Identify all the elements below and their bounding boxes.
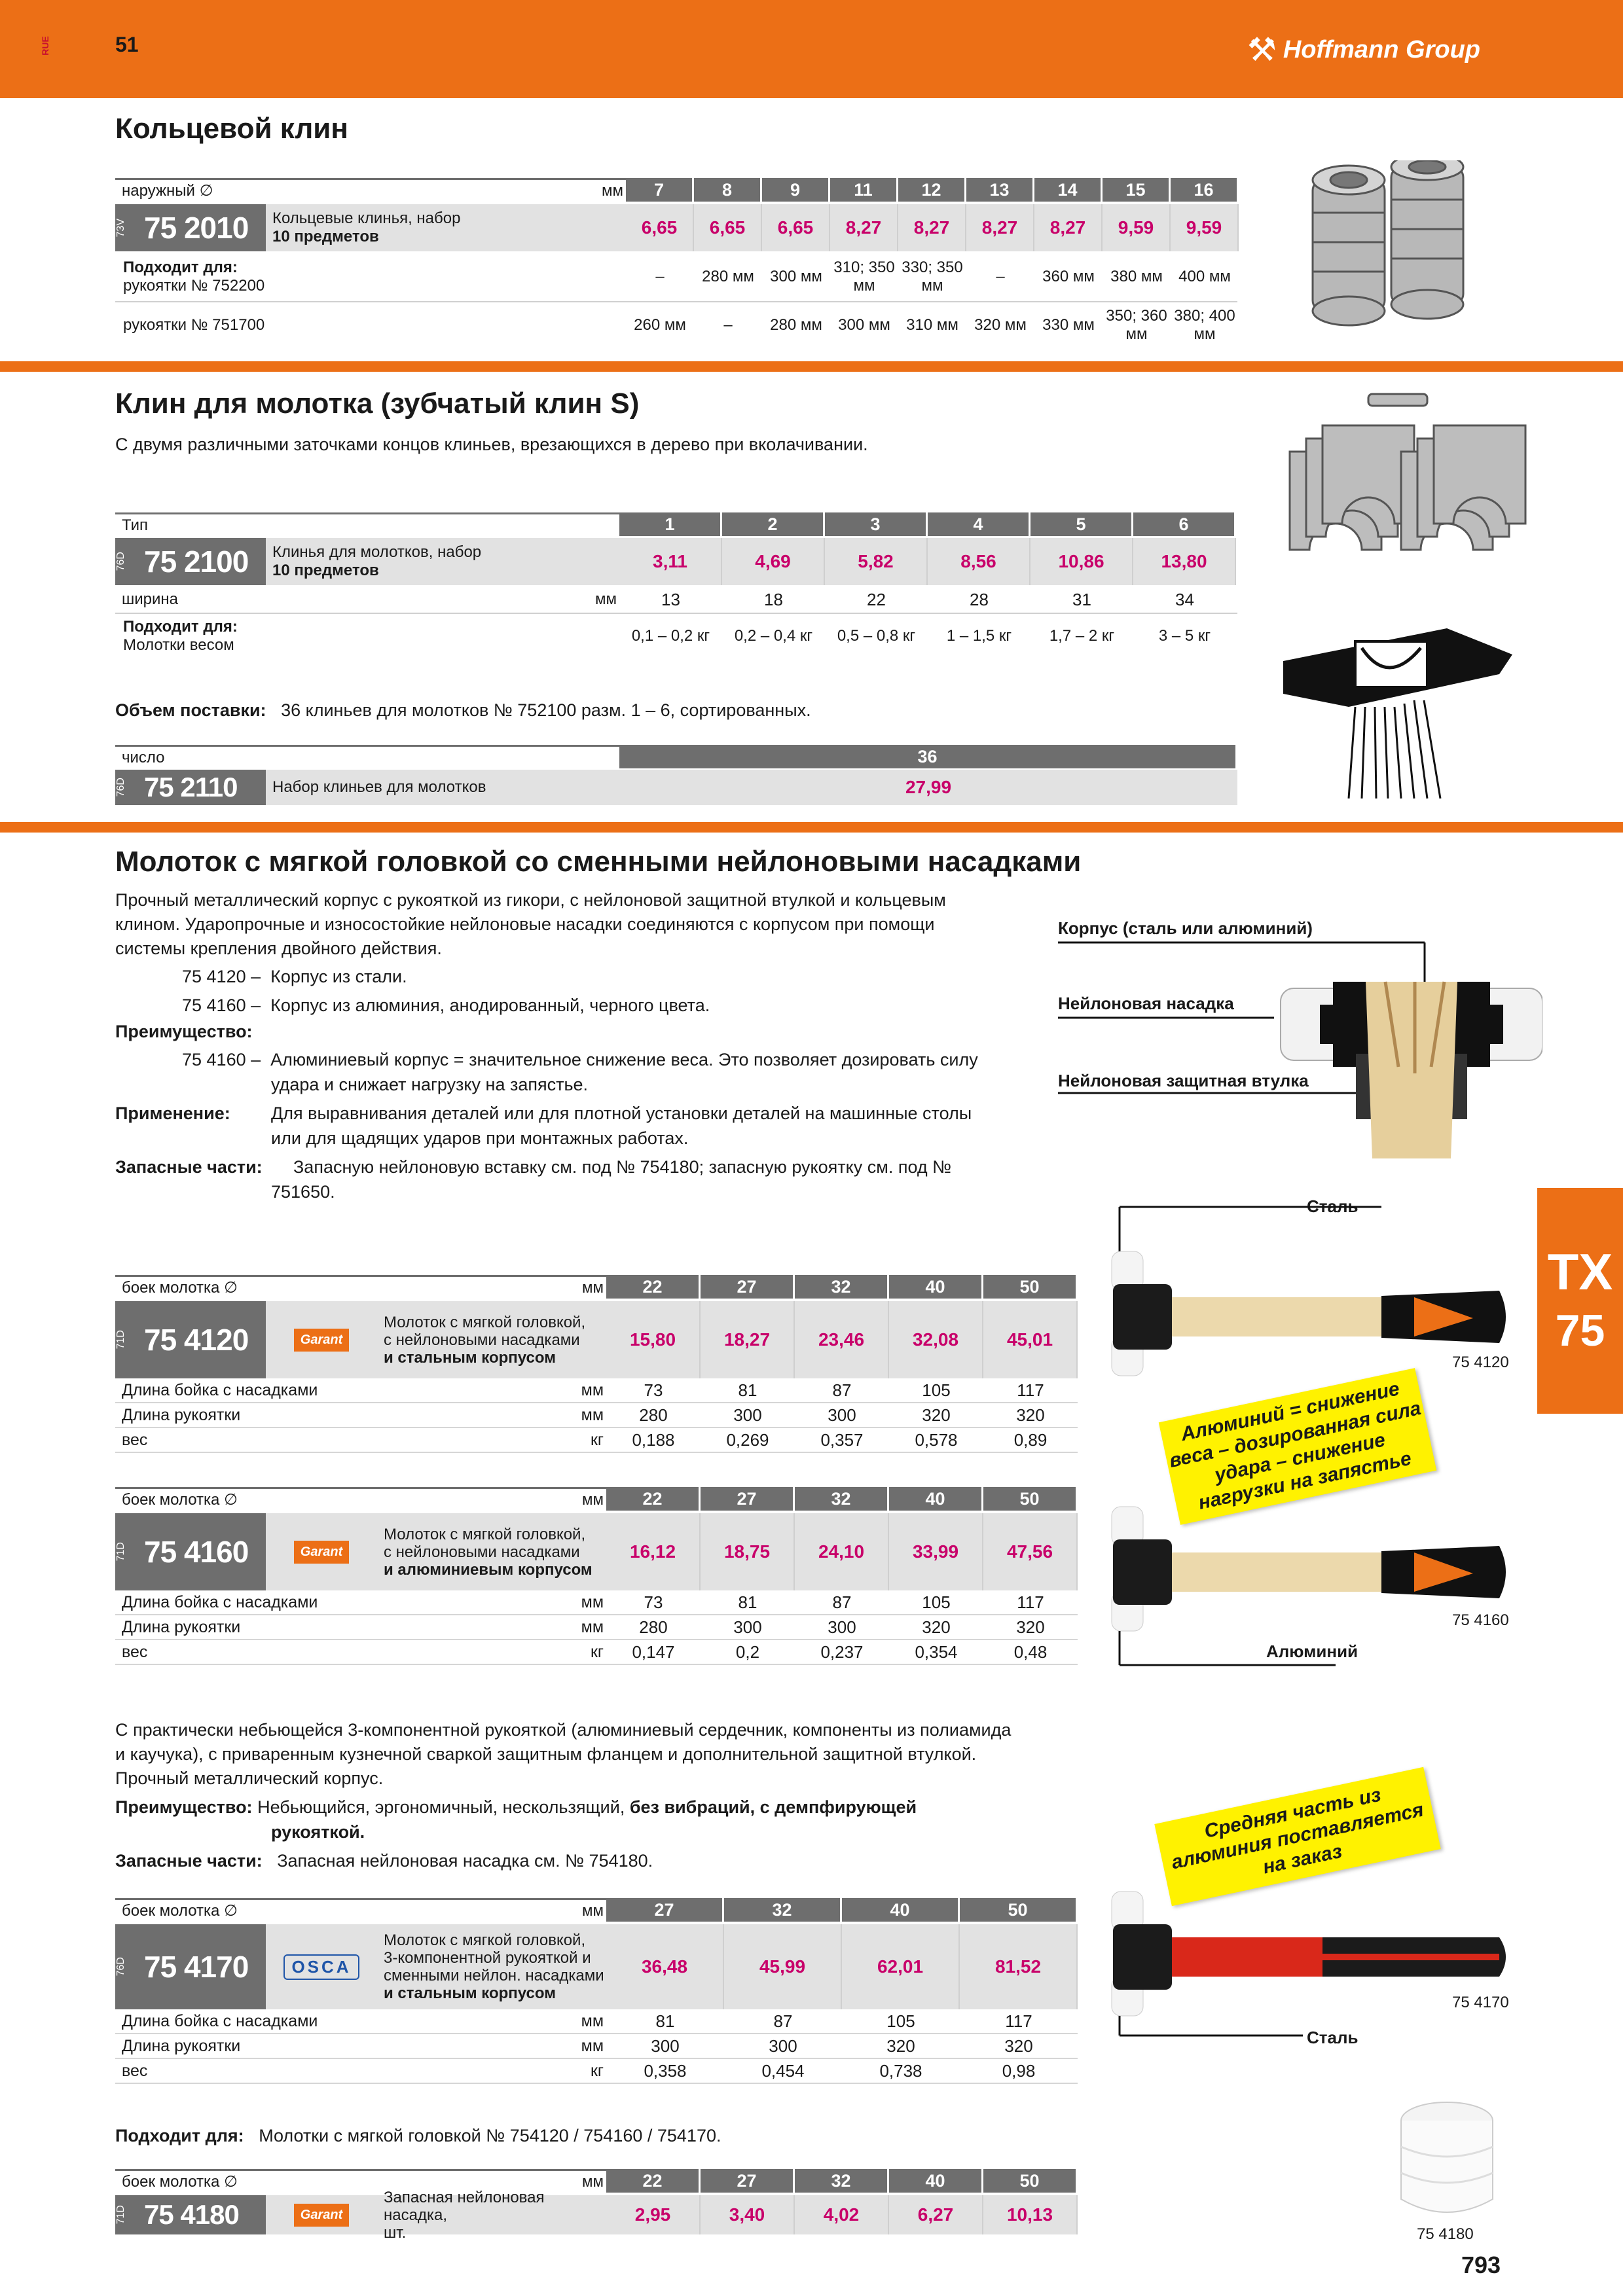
- brand-badge: Garant: [294, 1329, 349, 1352]
- variant-line: 75 4120 – Корпус из стали.: [182, 967, 407, 986]
- column-header: 14: [1034, 178, 1103, 202]
- spec-row: [115, 1615, 1078, 1640]
- spec-row: [115, 1403, 1078, 1428]
- spec-cell: 117: [1017, 1380, 1044, 1400]
- column-header: 13: [966, 178, 1034, 202]
- language-code: RUE: [40, 36, 50, 56]
- fit-cell: 310; 350 мм: [833, 259, 895, 295]
- width-cell: 28: [970, 590, 989, 609]
- application-line: Для выравнивания деталей или для плотной установки деталей на машинные столы: [271, 1103, 972, 1123]
- section-title-ring-wedge: Кольцевой клин: [115, 113, 348, 145]
- width-cell: 13: [661, 590, 680, 609]
- label-steel: Сталь: [1307, 1196, 1359, 1216]
- price-cell: 4,02: [795, 2195, 889, 2234]
- garant-logo: [266, 2195, 377, 2234]
- table-row: [115, 254, 1239, 300]
- product-description: Молоток с мягкой головкой, с нейлоновыми насадками и стальным корпусом: [377, 1301, 606, 1378]
- column-header: 32: [795, 1487, 889, 1511]
- price-cell: 6,27: [889, 2195, 983, 2234]
- price-cell: 47,56: [983, 1513, 1078, 1590]
- label-aluminium: Алюминий: [1266, 1641, 1359, 1661]
- column-header: 15: [1103, 178, 1171, 202]
- label-steel: Сталь: [1307, 2028, 1359, 2047]
- spec-cell: 320: [1016, 1617, 1045, 1637]
- column-header: 32: [795, 1275, 889, 1299]
- header-label: боек молотка ∅ мм: [115, 1275, 606, 1299]
- table-row: [115, 770, 1237, 805]
- column-header: 4: [928, 512, 1030, 536]
- spec-cell: 320: [1004, 2036, 1033, 2056]
- spec-cell: 0,357: [820, 1430, 864, 1450]
- price-cell: 27,99: [619, 770, 1237, 805]
- fit-cell: –: [996, 268, 1005, 285]
- fit-cell: 360 мм: [1042, 268, 1095, 285]
- table-header-row: [115, 1275, 1078, 1299]
- fit-cell: 400 мм: [1178, 268, 1231, 285]
- column-header: 40: [842, 1898, 960, 1922]
- fit-cell: 3 – 5 кг: [1158, 627, 1211, 645]
- spec-cell: 87: [832, 1592, 852, 1612]
- table-row: [115, 538, 1236, 585]
- yellow-note-aluminium: Алюминий = снижение веса – дозированная сила удара – снижение нагрузки на запястье: [1159, 1368, 1437, 1525]
- column-header: 40: [889, 1487, 983, 1511]
- tools-icon: TX: [1547, 1242, 1613, 1300]
- fit-cell: 280 мм: [770, 316, 822, 334]
- price-cell: 15,80: [606, 1301, 701, 1378]
- advantage-line: Преимущество: Небьющийся, эргономичный, нескользящий, без вибраций, с демпфирующей: [115, 1797, 917, 1817]
- price-cell: 8,56: [928, 538, 1030, 585]
- column-header: 22: [606, 1275, 701, 1299]
- column-header: 9: [762, 178, 830, 202]
- column-header: 32: [795, 2169, 889, 2193]
- spec-cell: 81: [738, 1380, 757, 1400]
- section-separator: [0, 361, 1623, 372]
- column-header: 27: [701, 1275, 795, 1299]
- spec-label: Длина рукоятки мм: [115, 2034, 606, 2058]
- price-cell: 8,27: [898, 204, 966, 251]
- image-caption: 75 4160: [1452, 1611, 1509, 1629]
- diagram-label-body: Корпус (сталь или алюминий): [1058, 918, 1313, 938]
- brand-badge: Garant: [294, 1541, 349, 1564]
- price-cell: 16,12: [606, 1513, 701, 1590]
- fit-line: Подходит для: Молотки с мягкой головкой № 754120 / 754160 / 754170.: [115, 2126, 721, 2145]
- fit-cell: 330 мм: [1042, 316, 1095, 334]
- article-number: 71D 75 4160: [115, 1513, 266, 1590]
- brand-logo: [1247, 31, 1509, 68]
- spec-cell: 0,98: [1002, 2061, 1036, 2081]
- price-cell: 4,69: [722, 538, 825, 585]
- spec-cell: 280: [639, 1405, 668, 1425]
- spec-row: [115, 2009, 1078, 2034]
- price-cell: 18,75: [701, 1513, 795, 1590]
- header-label: боек молотка ∅ мм: [115, 2169, 606, 2193]
- column-header: 40: [889, 2169, 983, 2193]
- spare-parts-label: Запасные части:: [115, 1157, 263, 1177]
- section-title-soft-hammer: Молоток с мягкой головкой со сменными нейлоновыми насадками: [115, 846, 1082, 878]
- product-description: Кольцевые клинья, набор 10 предметов: [266, 204, 626, 251]
- paragraph-line: С практически небьющейся 3-компонентной рукояткой (алюминиевый сердечник, компоненты из полиамида: [115, 1720, 1012, 1740]
- spec-cell: 0,89: [1013, 1430, 1048, 1450]
- fit-cell: 300 мм: [770, 268, 822, 285]
- image-caption: 75 4180: [1417, 2225, 1474, 2243]
- brand-name: Hoffmann Group: [1283, 35, 1480, 63]
- price-cell: 45,01: [983, 1301, 1078, 1378]
- price-cell: 6,65: [762, 204, 830, 251]
- hammer-754170-image: [1106, 1885, 1525, 2049]
- product-description: Молоток с мягкой головкой, с нейлоновыми насадками и алюминиевым корпусом: [377, 1513, 606, 1590]
- hammer-head-wedge-image: [1277, 602, 1532, 805]
- hammer-table-754170: [115, 1898, 1078, 2084]
- header-label: число: [115, 745, 619, 768]
- width-cell: 34: [1175, 590, 1194, 609]
- spec-cell: 105: [922, 1592, 951, 1612]
- garant-logo: [266, 1513, 377, 1590]
- fit-cell: 350; 360 мм: [1106, 307, 1167, 343]
- header-label: боек молотка ∅ мм: [115, 1898, 606, 1922]
- price-cell: 62,01: [842, 1924, 960, 2009]
- price-cell: 18,27: [701, 1301, 795, 1378]
- price-cell: 24,10: [795, 1513, 889, 1590]
- spec-cell: 0,354: [915, 1642, 958, 1662]
- product-description: Клинья для молотков, набор 10 предметов: [266, 538, 619, 585]
- spec-label: вес кг: [115, 1640, 606, 1664]
- price-cell: 9,59: [1171, 204, 1239, 251]
- nylon-tip-image: [1391, 2094, 1503, 2232]
- spec-cell: 105: [922, 1380, 951, 1400]
- column-header: 8: [694, 178, 762, 202]
- table-header-row: [115, 1898, 1078, 1922]
- spec-cell: 81: [655, 2011, 675, 2031]
- table-row: [115, 1924, 1078, 2009]
- brand-badge: OSCA: [283, 1954, 359, 1980]
- intro-text: С двумя различными заточками концов клиньев, врезающихся в дерево при вколачивании.: [115, 435, 868, 454]
- fit-cell: 0,2 – 0,4 кг: [734, 627, 813, 645]
- paragraph-line: клином. Ударопрочные и износостойкие нейлоновые насадки соединяются с корпусом при помощи: [115, 914, 935, 934]
- fit-cell: 310 мм: [906, 316, 958, 334]
- diagram-label-sleeve: Нейлоновая защитная втулка: [1058, 1071, 1309, 1090]
- table-header-row: [115, 1487, 1078, 1511]
- header-label: боек молотка ∅ мм: [115, 1487, 606, 1511]
- column-header: 22: [606, 2169, 701, 2193]
- price-cell: 45,99: [724, 1924, 842, 2009]
- spec-cell: 87: [832, 1380, 852, 1400]
- width-cell: 31: [1072, 590, 1091, 609]
- column-header: 16: [1171, 178, 1239, 202]
- price-cell: 36,48: [606, 1924, 724, 2009]
- spec-label: Длина бойка с насадками мм: [115, 2009, 606, 2033]
- width-cell: 22: [867, 590, 886, 609]
- spare-parts-line: 751650.: [271, 1182, 335, 1202]
- header-label: наружный ∅ мм: [115, 178, 626, 202]
- advantage-label: Преимущество:: [115, 1022, 253, 1041]
- column-header: 7: [626, 178, 694, 202]
- spec-label: вес кг: [115, 2059, 606, 2083]
- hammer-table-754120: [115, 1275, 1078, 1453]
- spec-label: Длина бойка с насадками мм: [115, 1590, 606, 1614]
- image-caption: 75 4170: [1452, 1994, 1509, 2011]
- fit-label: Подходит для: рукоятки № 752200: [115, 254, 626, 300]
- spec-cell: 300: [828, 1617, 856, 1637]
- paragraph-line: Прочный металлический корпус.: [115, 1768, 384, 1788]
- spec-cell: 280: [639, 1617, 668, 1637]
- price-cell: 33,99: [889, 1513, 983, 1590]
- column-header: 27: [701, 1487, 795, 1511]
- spec-cell: 320: [922, 1405, 951, 1425]
- column-header: 6: [1133, 512, 1236, 536]
- price-cell: 3,11: [619, 538, 722, 585]
- spec-cell: 0,578: [915, 1430, 958, 1450]
- fit-cell: 330; 350 мм: [902, 259, 963, 295]
- column-header: 40: [889, 1275, 983, 1299]
- spec-cell: 300: [769, 2036, 797, 2056]
- article-number: 76D 75 4170: [115, 1924, 266, 2009]
- paragraph-line: Прочный металлический корпус с рукояткой из гикори, с нейлоновой защитной втулкой и кольцевым: [115, 890, 946, 910]
- fit-cell: 300 мм: [838, 316, 890, 334]
- product-description: Запасная нейлоновая насадка, шт.: [377, 2195, 606, 2234]
- garant-logo: [266, 1301, 377, 1378]
- fit-label: рукоятки № 751700: [115, 302, 626, 348]
- spec-cell: 320: [886, 2036, 915, 2056]
- spec-cell: 0,147: [632, 1642, 675, 1662]
- article-number: 71D 75 4180: [115, 2195, 266, 2234]
- fit-cell: 380; 400 мм: [1174, 307, 1235, 343]
- table-header-row: [115, 512, 1236, 536]
- ring-wedges-image: [1300, 160, 1529, 357]
- price-cell: 10,13: [983, 2195, 1078, 2234]
- column-header: 5: [1030, 512, 1133, 536]
- osca-logo: [266, 1924, 377, 2009]
- hammer-wedges-image: [1277, 386, 1532, 583]
- column-header: 27: [606, 1898, 724, 1922]
- price-cell: 10,86: [1030, 538, 1133, 585]
- column-header: 50: [960, 1898, 1078, 1922]
- fit-cell: 320 мм: [974, 316, 1027, 334]
- spec-cell: 300: [828, 1405, 856, 1425]
- article-number: 71D 75 4120: [115, 1301, 266, 1378]
- section-title-hammer-wedge: Клин для молотка (зубчатый клин S): [115, 387, 640, 420]
- diagram-label-nylon-tip: Нейлоновая насадка: [1058, 994, 1234, 1013]
- fit-cell: 260 мм: [634, 316, 686, 334]
- spec-row: [115, 2034, 1078, 2059]
- column-header: 11: [830, 178, 898, 202]
- fit-cell: 0,1 – 0,2 кг: [631, 627, 710, 645]
- table-row: [115, 1301, 1078, 1378]
- paragraph-line: системы крепления двойного действия.: [115, 939, 442, 958]
- paragraph-line: и каучука), с приваренным кузнечной сваркой защитным фланцем и дополнительной защитной втулкой.: [115, 1744, 977, 1764]
- spec-cell: 300: [651, 2036, 680, 2056]
- table-header-row: [115, 178, 1239, 202]
- column-header: 32: [724, 1898, 842, 1922]
- section-page-number: 51: [115, 33, 139, 56]
- table-row: [115, 614, 1236, 658]
- supply-line: Объем поставки: 36 клиньев для молотков № 752100 разм. 1 – 6, сортированных.: [115, 700, 811, 720]
- spec-row: [115, 1428, 1078, 1453]
- column-header: 50: [983, 2169, 1078, 2193]
- spec-row: [115, 2059, 1078, 2084]
- price-cell: 9,59: [1103, 204, 1171, 251]
- hammer-table-754160: [115, 1487, 1078, 1665]
- spec-cell: 300: [733, 1617, 762, 1637]
- column-header: 50: [983, 1487, 1078, 1511]
- column-header: 12: [898, 178, 966, 202]
- fit-cell: 1 – 1,5 кг: [946, 627, 1012, 645]
- spec-label: Длина рукоятки мм: [115, 1615, 606, 1639]
- price-cell: 6,65: [626, 204, 694, 251]
- spec-row: [115, 1378, 1078, 1403]
- column-header: 3: [825, 512, 928, 536]
- variant-line: 75 4160 – Корпус из алюминия, анодированный, черного цвета.: [182, 996, 710, 1015]
- spec-cell: 0,2: [735, 1642, 760, 1662]
- fit-cell: 0,5 – 0,8 кг: [837, 627, 916, 645]
- table-header-row: [115, 745, 1237, 768]
- spec-cell: 73: [644, 1380, 663, 1400]
- spec-cell: 117: [1017, 1592, 1044, 1612]
- table-row: [115, 204, 1239, 251]
- table-row: [115, 586, 1236, 613]
- price-cell: 32,08: [889, 1301, 983, 1378]
- header-label: Тип: [115, 512, 619, 536]
- spec-cell: 320: [1016, 1405, 1045, 1425]
- spec-cell: 0,454: [761, 2061, 805, 2081]
- spec-cell: 87: [773, 2011, 793, 2031]
- spec-label: вес кг: [115, 1428, 606, 1452]
- hammer-table-754180: [115, 2169, 1078, 2242]
- application-line: или для щадящих ударов при монтажных работах.: [271, 1128, 689, 1148]
- hammer-cross-section-image: [1058, 936, 1542, 1158]
- advantage-line: рукояткой.: [271, 1822, 365, 1842]
- price-cell: 2,95: [606, 2195, 701, 2234]
- spare-parts-line: Запасные части: Запасная нейлоновая насадка см. № 754180.: [115, 1851, 653, 1871]
- article-number: 73V 75 2010: [115, 204, 266, 251]
- column-header: 22: [606, 1487, 701, 1511]
- fit-cell: 380 мм: [1110, 268, 1163, 285]
- spec-cell: 320: [922, 1617, 951, 1637]
- article-number: 76D 75 2110: [115, 770, 266, 805]
- yellow-note-aluminium-core: Средняя часть из алюминия поставляется на заказ: [1154, 1767, 1440, 1907]
- price-cell: 3,40: [701, 2195, 795, 2234]
- price-cell: 8,27: [966, 204, 1034, 251]
- section-separator: [0, 822, 1623, 833]
- spec-cell: 81: [738, 1592, 757, 1612]
- spec-row: [115, 1640, 1078, 1665]
- table-row: [115, 2188, 1078, 2242]
- fit-label: Подходит для: Молотки весом: [115, 614, 619, 658]
- chapter-tab[interactable]: [1537, 1188, 1623, 1414]
- application-label: Применение:: [115, 1103, 230, 1123]
- spec-cell: 73: [644, 1592, 663, 1612]
- spare-parts-line: Запасную нейлоновую вставку см. под № 754180; запасную рукоятку см. под №: [293, 1157, 952, 1177]
- product-description: Молоток с мягкой головкой, 3-компонентной рукояткой и сменными нейлон. насадками и стальным корпусом: [377, 1924, 606, 2009]
- spec-row: [115, 1590, 1078, 1615]
- fit-cell: –: [723, 316, 733, 334]
- page-number: 793: [1461, 2251, 1501, 2278]
- column-header: 36: [619, 745, 1237, 768]
- spec-cell: 0,269: [726, 1430, 769, 1450]
- spec-label: Длина рукоятки мм: [115, 1403, 606, 1427]
- fit-cell: 280 мм: [702, 268, 754, 285]
- spec-cell: 300: [733, 1405, 762, 1425]
- spec-label: Длина бойка с насадками мм: [115, 1378, 606, 1402]
- spec-cell: 0,188: [632, 1430, 675, 1450]
- spec-cell: 105: [886, 2011, 915, 2031]
- price-cell: 8,27: [1034, 204, 1103, 251]
- column-header: 50: [983, 1275, 1078, 1299]
- price-cell: 13,80: [1133, 538, 1236, 585]
- spec-cell: 0,48: [1013, 1642, 1048, 1662]
- table-row: [115, 1513, 1078, 1590]
- product-description: Набор клиньев для молотков: [266, 770, 619, 805]
- price-cell: 81,52: [960, 1924, 1078, 2009]
- advantage-line: удара и снижает нагрузку на запястье.: [271, 1075, 589, 1094]
- brand-badge: Garant: [294, 2204, 349, 2227]
- width-label: ширина мм: [115, 586, 619, 613]
- price-cell: 8,27: [830, 204, 898, 251]
- price-cell: 6,65: [694, 204, 762, 251]
- table-row: [115, 302, 1239, 348]
- image-caption: 75 4120: [1452, 1354, 1509, 1371]
- hoffmann-logo-icon: ⚒: [1247, 31, 1277, 68]
- column-header: 2: [722, 512, 825, 536]
- advantage-line: 75 4160 – Алюминиевый корпус = значительное снижение веса. Это позволяет дозировать силу: [182, 1050, 978, 1069]
- spec-cell: 0,358: [644, 2061, 687, 2081]
- spec-cell: 0,237: [820, 1642, 864, 1662]
- price-cell: 23,46: [795, 1301, 889, 1378]
- fit-cell: –: [655, 268, 665, 285]
- column-header: 27: [701, 2169, 795, 2193]
- width-cell: 18: [764, 590, 783, 609]
- column-header: 1: [619, 512, 722, 536]
- price-cell: 5,82: [825, 538, 928, 585]
- spec-cell: 0,738: [879, 2061, 922, 2081]
- chapter-number: 75: [1555, 1305, 1605, 1355]
- spec-cell: 117: [1005, 2011, 1032, 2031]
- article-number: 76D 75 2100: [115, 538, 266, 585]
- fit-cell: 1,7 – 2 кг: [1049, 627, 1115, 645]
